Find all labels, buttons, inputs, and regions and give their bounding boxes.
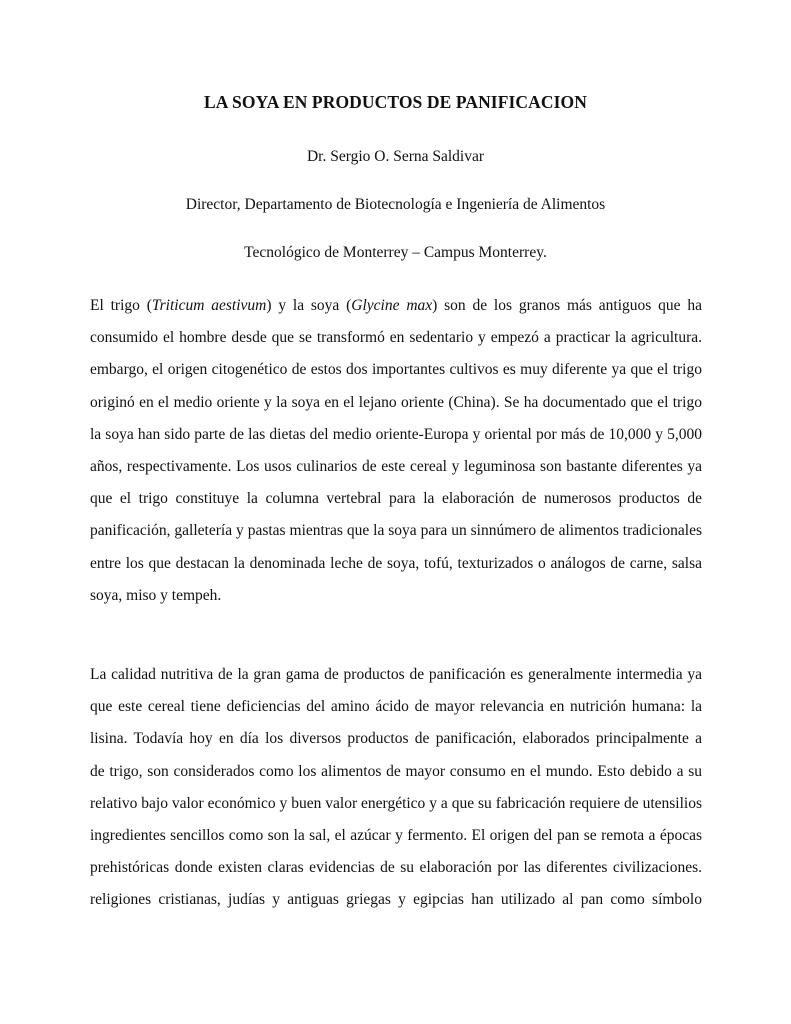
paragraph-line: relativo bajo valor económico y buen valor energético y a que su fabricación requiere de utensilios (90, 794, 702, 812)
paragraph-line: ingredientes sencillos como son la sal, el azúcar y fermento. El origen del pan se remota a épocas (90, 826, 702, 844)
author-institution: Tecnológico de Monterrey – Campus Monterrey. (244, 244, 547, 261)
paragraph-line: panificación, galletería y pastas mientras que la soya para un sinnúmero de alimentos tradicionales (90, 522, 702, 540)
scientific-name-wheat: Triticum aestivum (151, 297, 267, 314)
author-name: Dr. Sergio O. Serna Saldivar (306, 148, 485, 165)
paragraph-line: prehistóricas donde existen claras evidencias de su elaboración por las diferentes civilizaciones. (90, 859, 702, 877)
document-title: LA SOYA EN PRODUCTOS DE PANIFICACION (204, 92, 587, 112)
paragraph-line: religiones cristianas, judías y antiguas griegas y egipcias han utilizado al pan como símbolo (90, 891, 702, 909)
paragraph-line: La calidad nutritiva de la gran gama de productos de panificación es generalmente intermedia ya (90, 666, 702, 683)
paragraph-line: originó en el medio oriente y la soya en el lejano oriente (China). Se ha documentado que el trigo (90, 393, 702, 411)
paragraph-line: soya, miso y tempeh. (90, 586, 222, 604)
paragraph-line: años, respectivamente. Los usos culinarios de este cereal y leguminosa son bastante diferentes ya (90, 457, 702, 475)
scientific-name-soy: Glycine max (351, 297, 433, 314)
paragraph-line: de trigo, son considerados como los alimentos de mayor consumo en el mundo. Esto debido a su (90, 762, 702, 780)
paragraph-line: lisina. Todavía hoy en día los diversos productos de panificación, elaborados principalmente a (90, 730, 702, 748)
paragraph-line: embargo, el origen citogenético de estos dos importantes cultivos es muy diferente ya que el trigo (90, 361, 702, 379)
text-run: ) son de los granos más antiguos que ha (432, 297, 702, 314)
text-run: El trigo ( (90, 297, 152, 314)
body-paragraph-1 (90, 290, 702, 612)
paragraph-line: consumido el hombre desde que se transformó en sedentario y empezó a practicar la agricultura. (90, 329, 702, 347)
paragraph-line: entre los que destacan la denominada leche de soya, tofú, texturizados o análogos de carne, salsa (90, 554, 702, 572)
paragraph-line: que el trigo constituye la columna vertebral para la elaboración de numerosos productos de (90, 490, 702, 508)
paragraph-line: que este cereal tiene deficiencias del amino ácido de mayor relevancia en nutrición humana: la (90, 698, 702, 716)
author-affiliation: Director, Departamento de Biotecnología e Ingeniería de Alimentos (185, 196, 606, 213)
body-paragraph-2 (90, 659, 702, 917)
paragraph-line: la soya han sido parte de las dietas del medio oriente-Europa y oriental por más de 10,000 y 5,000 (90, 425, 702, 443)
paragraph-line (90, 290, 702, 322)
text-run: ) y la soya ( (266, 297, 352, 314)
